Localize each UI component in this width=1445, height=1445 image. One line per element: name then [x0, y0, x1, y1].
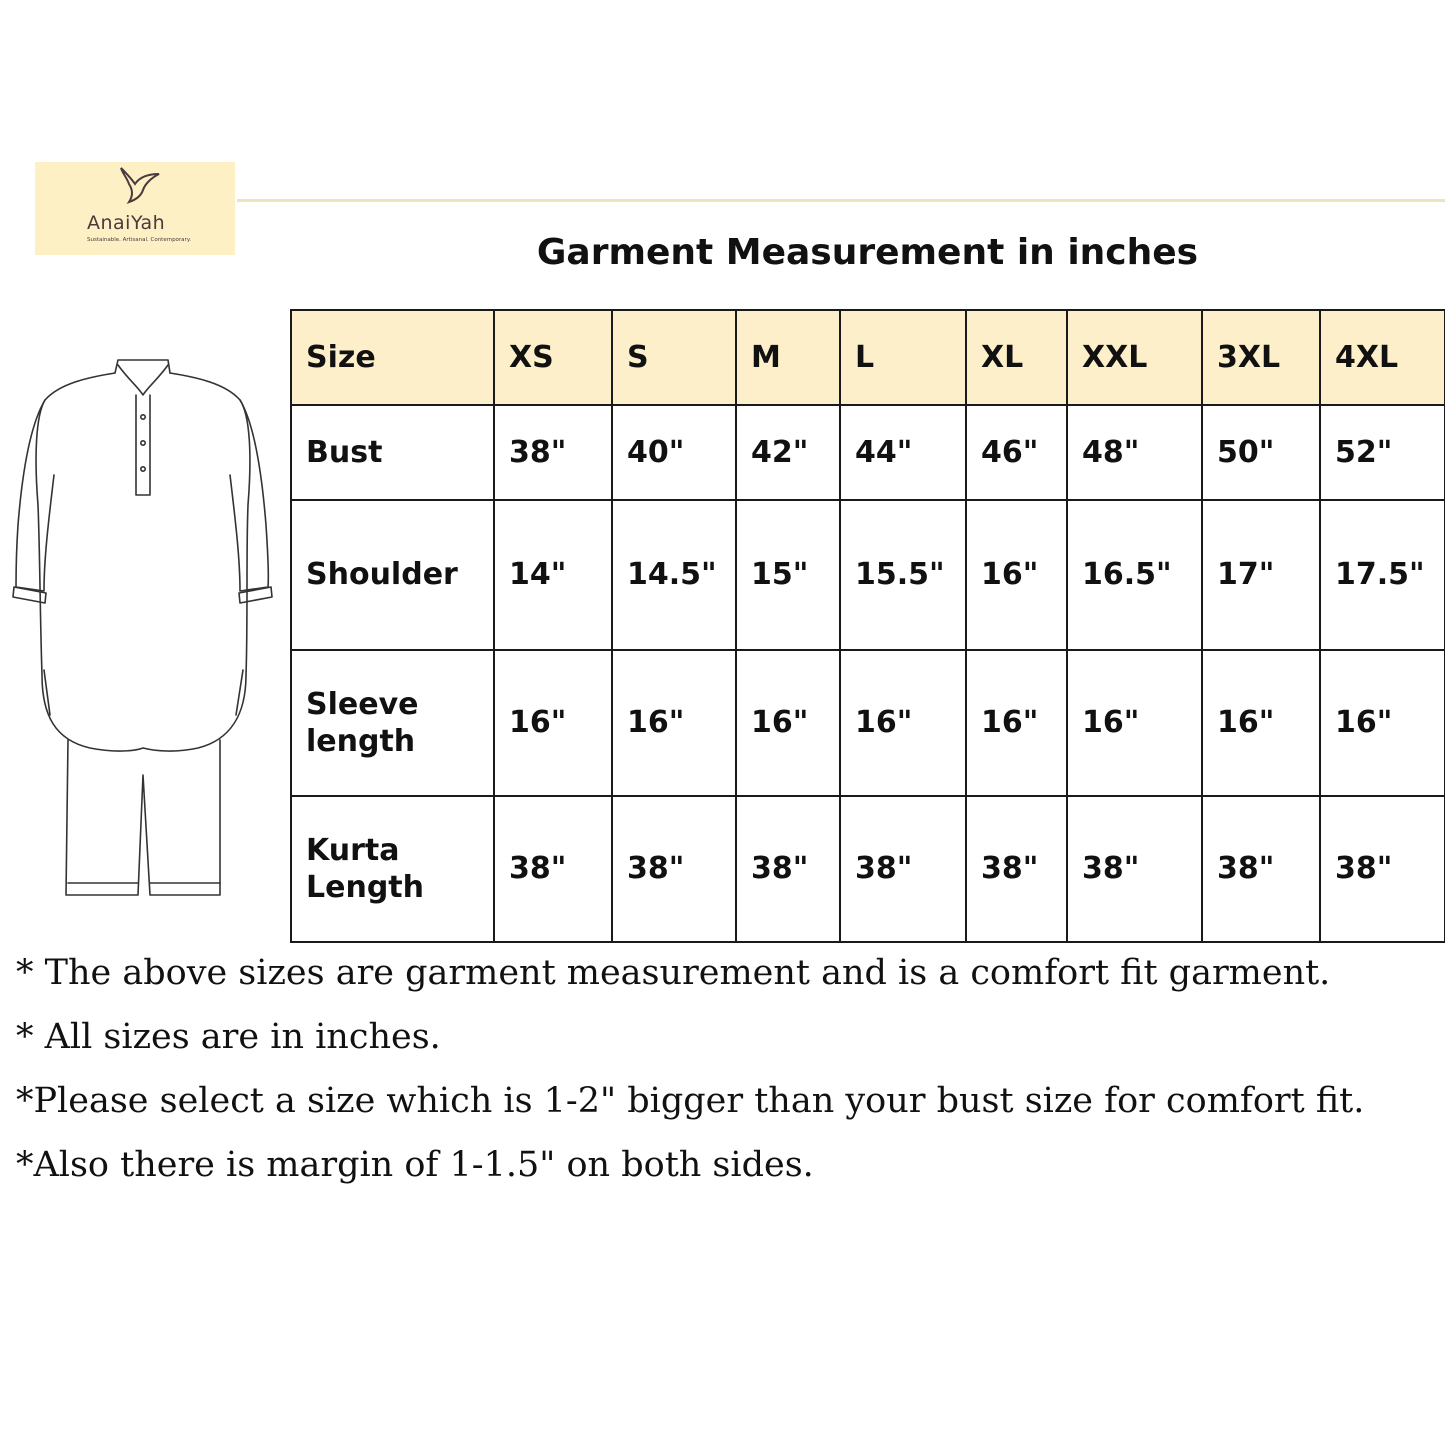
table-cell: 17.5"	[1320, 500, 1445, 650]
table-cell: 48"	[1067, 405, 1202, 500]
table-cell: 44"	[840, 405, 966, 500]
table-cell: 38"	[1067, 796, 1202, 942]
header-m: M	[736, 310, 840, 405]
table-cell: 15"	[736, 500, 840, 650]
table-cell: 16"	[612, 650, 736, 796]
note-units: * All sizes are in inches.	[16, 1017, 441, 1057]
note-margin: *Also there is margin of 1-1.5" on both sides.	[16, 1145, 814, 1185]
table-cell: 38"	[1320, 796, 1445, 942]
table-cell: 14.5"	[612, 500, 736, 650]
table-header-row	[291, 310, 1445, 405]
brand-tagline: Sustainable. Artisanal. Contemporary.	[87, 237, 192, 243]
table-cell: 38"	[494, 405, 612, 500]
table-cell: 38"	[612, 796, 736, 942]
table-cell: 38"	[840, 796, 966, 942]
header-xl: XL	[966, 310, 1067, 405]
table-cell: 16"	[966, 500, 1067, 650]
table-cell: 38"	[736, 796, 840, 942]
row-label: Shoulder	[291, 500, 494, 650]
table-cell: 16"	[840, 650, 966, 796]
table-cell: 42"	[736, 405, 840, 500]
table-row	[291, 796, 1445, 942]
brand-name: AnaiYah	[87, 212, 166, 234]
header-xs: XS	[494, 310, 612, 405]
header-4xl: 4XL	[1320, 310, 1445, 405]
table-cell: 38"	[966, 796, 1067, 942]
table-row	[291, 405, 1445, 500]
brand-logo	[35, 162, 235, 255]
row-label: Kurta Length	[291, 796, 494, 942]
table-cell: 50"	[1202, 405, 1320, 500]
size-chart-table	[290, 309, 1445, 943]
table-cell: 15.5"	[840, 500, 966, 650]
table-cell: 38"	[1202, 796, 1320, 942]
table-cell: 52"	[1320, 405, 1445, 500]
bird-icon	[115, 164, 163, 206]
table-cell: 16"	[1067, 650, 1202, 796]
table-cell: 16"	[736, 650, 840, 796]
header-size: Size	[291, 310, 494, 405]
table-cell: 16.5"	[1067, 500, 1202, 650]
table-cell: 16"	[1320, 650, 1445, 796]
page-title: Garment Measurement in inches	[536, 232, 1199, 273]
note-select-size: *Please select a size which is 1-2" bigger than your bust size for comfort fit.	[16, 1081, 1365, 1121]
kurta-pajama-outline-icon	[10, 355, 275, 900]
row-label: Bust	[291, 405, 494, 500]
header-l: L	[840, 310, 966, 405]
header-xxl: XXL	[1067, 310, 1202, 405]
row-label: Sleeve length	[291, 650, 494, 796]
table-cell: 16"	[966, 650, 1067, 796]
table-row	[291, 500, 1445, 650]
table-cell: 16"	[494, 650, 612, 796]
table-cell: 16"	[1202, 650, 1320, 796]
table-cell: 46"	[966, 405, 1067, 500]
size-notes	[16, 948, 1436, 1204]
table-cell: 17"	[1202, 500, 1320, 650]
table-cell: 38"	[494, 796, 612, 942]
table-cell: 40"	[612, 405, 736, 500]
header-divider	[237, 199, 1445, 202]
note-comfort-fit: * The above sizes are garment measurement and is a comfort fit garment.	[16, 953, 1331, 993]
header-s: S	[612, 310, 736, 405]
table-row	[291, 650, 1445, 796]
table-cell: 14"	[494, 500, 612, 650]
header-3xl: 3XL	[1202, 310, 1320, 405]
